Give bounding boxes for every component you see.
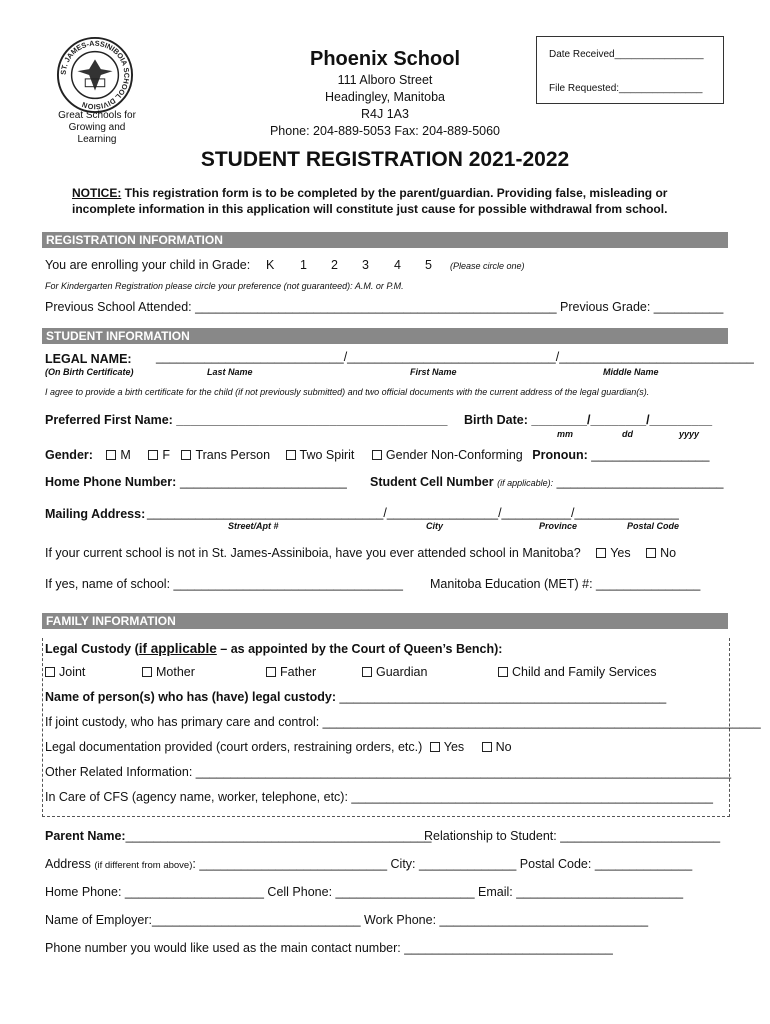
relationship-field[interactable]: Relationship to Student: _______________________: [424, 829, 721, 843]
mm-caption: mm: [557, 429, 574, 439]
yyyy-caption: yyyy: [679, 429, 700, 439]
employer-field[interactable]: Name of Employer:______________________________ Work Phone: ______________________________: [45, 913, 649, 927]
custody-label-part: Legal Custody (: [45, 642, 139, 656]
previous-school-field[interactable]: Previous School Attended: ____________________________________________________: [45, 300, 557, 314]
joint-custody-field[interactable]: If joint custody, who has primary care and control: _______________________________________________________________: [45, 715, 761, 729]
city-caption: City: [426, 521, 444, 531]
gender-option-f[interactable]: [148, 448, 170, 462]
street-caption: Street/Apt #: [228, 521, 279, 531]
mailing-address-field[interactable]: __________________________________/________________/__________/_______________: [147, 506, 679, 520]
met-number-field[interactable]: Manitoba Education (MET) #: _______________: [430, 577, 701, 591]
pronoun-field[interactable]: _________________: [591, 448, 710, 462]
postal-code-caption: Postal Code: [627, 521, 680, 531]
school-header: [230, 46, 540, 140]
main-contact-field[interactable]: Phone number you would like used as the main contact number: ______________________________: [45, 941, 613, 955]
school-tagline: Great Schools for Growing and Learning: [58, 110, 136, 145]
school-division-logo: [56, 36, 134, 114]
birth-cert-agreement: I agree to provide a birth certificate for the child (if not previously submitted) and two official documents with the current address of the legal guardian(s).: [45, 387, 650, 397]
legal-name-label: LEGAL NAME:: [45, 352, 132, 366]
notice: [72, 185, 712, 217]
home-phone-field[interactable]: ________________________: [180, 475, 347, 489]
address-line-2: Headingley, Manitoba: [325, 90, 445, 104]
grade-option-1[interactable]: 1: [300, 258, 307, 272]
dd-caption: dd: [622, 429, 633, 439]
gender-option-non-conforming[interactable]: [372, 448, 523, 462]
custody-cfs-option[interactable]: [498, 665, 657, 679]
birth-date-field[interactable]: Birth Date: ________/________/_________: [464, 413, 713, 427]
parent-name-row: [45, 829, 431, 843]
grade-option-4[interactable]: 4: [394, 258, 401, 272]
grade-prompt: You are enrolling your child in Grade:: [45, 258, 251, 272]
checkbox[interactable]: [482, 742, 492, 752]
birth-cert-note: (On Birth Certificate): [45, 367, 134, 377]
option-label: Mother: [156, 665, 195, 679]
address-city-postal-field[interactable]: : ___________________________ City: ______________ Postal Code: ______________: [192, 857, 693, 871]
notice-text: This registration form is to be completed by the parent/guardian. Providing false, misleading or incomplete information in this application will constitute just cause for possible withdrawal from school.: [72, 186, 668, 216]
checkbox[interactable]: [181, 450, 191, 460]
notice-label: NOTICE:: [72, 186, 122, 200]
option-label: Gender Non-Conforming: [385, 448, 523, 462]
svg-text:ST. JAMES-ASSINIBOIA SCHOOL DI: ST. JAMES-ASSINIBOIA SCHOOL DIVISION: [58, 38, 132, 112]
option-label: No: [660, 546, 677, 560]
option-label: Two Spirit: [299, 448, 355, 462]
kindergarten-note: For Kindergarten Registration please circle your preference (not guaranteed): A.M. or P.M.: [45, 281, 404, 291]
gender-row: [45, 448, 709, 462]
family-header: FAMILY INFORMATION: [42, 613, 728, 629]
attended-question: If your current school is not in St. James-Assiniboia, have you ever attended school in Manitoba?: [45, 546, 581, 560]
checkbox[interactable]: [286, 450, 296, 460]
legal-docs-yes-option[interactable]: [430, 740, 464, 754]
previous-mb-school-field[interactable]: If yes, name of school: _________________________________: [45, 577, 403, 591]
legal-name-field[interactable]: ___________________________/______________________________/____________________________: [156, 350, 754, 364]
checkbox[interactable]: [106, 450, 116, 460]
option-label: Trans Person: [195, 448, 271, 462]
checkbox[interactable]: [45, 667, 55, 677]
custody-if-applicable: if applicable: [138, 641, 217, 656]
option-label: Guardian: [376, 665, 428, 679]
option-label: Yes: [443, 740, 465, 754]
province-caption: Province: [539, 521, 578, 531]
checkbox[interactable]: [430, 742, 440, 752]
office-use-box: [536, 36, 724, 104]
other-info-field[interactable]: Other Related Information: _____________________________________________________________________________: [45, 765, 732, 779]
legal-docs-label: Legal documentation provided (court orders, restraining orders, etc.): [45, 740, 423, 754]
grade-option-2[interactable]: 2: [331, 258, 338, 272]
address-line-3: R4J 1A3: [361, 107, 409, 121]
parent-name-label: Parent Name:: [45, 829, 126, 843]
option-label: Child and Family Services: [512, 665, 657, 679]
checkbox[interactable]: [266, 667, 276, 677]
phone-fax-line: Phone: 204-889-5053 Fax: 204-889-5060: [269, 124, 501, 138]
checkbox[interactable]: [596, 548, 606, 558]
grade-option-5[interactable]: 5: [425, 258, 432, 272]
attended-yes-option[interactable]: [596, 546, 630, 560]
address-label: Address: [45, 857, 95, 871]
custody-joint-option[interactable]: [45, 665, 85, 679]
middle-name-caption: Middle Name: [603, 367, 659, 377]
gender-option-two-spirit[interactable]: [286, 448, 355, 462]
date-received-field[interactable]: Date Received________________: [549, 49, 704, 60]
gender-option-trans[interactable]: [181, 448, 270, 462]
address-hint: (if different from above): [94, 860, 193, 871]
preferred-name-field[interactable]: Preferred First Name: _______________________________________: [45, 413, 448, 427]
legal-docs-row: [45, 740, 512, 754]
option-label: Joint: [59, 665, 86, 679]
registration-header: REGISTRATION INFORMATION: [42, 232, 728, 248]
custody-person-label: Name of person(s) who has (have) legal custody:: [45, 690, 337, 704]
option-label: No: [495, 740, 512, 754]
form-title: STUDENT REGISTRATION 2021-2022: [200, 148, 570, 171]
gender-label: Gender:: [45, 448, 93, 462]
parent-name-field[interactable]: ____________________________________________: [125, 829, 432, 843]
previous-grade-field[interactable]: Previous Grade: __________: [560, 300, 724, 314]
legal-custody-label: [45, 641, 502, 656]
grade-hint: (Please circle one): [450, 261, 525, 271]
custody-person-field[interactable]: _______________________________________________: [339, 690, 667, 704]
student-cell-hint: (if applicable):: [497, 478, 554, 488]
parent-phones-email-field[interactable]: Home Phone: ____________________ Cell Phone: ____________________ Email: ________________________: [45, 885, 684, 899]
student-cell-label: Student Cell Number: [370, 475, 494, 489]
custody-person-row: [45, 690, 666, 704]
home-phone-label: Home Phone Number:: [45, 475, 177, 489]
option-label: F: [162, 448, 170, 462]
attended-no-option[interactable]: [646, 546, 676, 560]
first-name-caption: First Name: [410, 367, 457, 377]
student-header: STUDENT INFORMATION: [42, 328, 728, 344]
checkbox[interactable]: [148, 450, 158, 460]
grade-option-k[interactable]: K: [266, 258, 275, 272]
legal-docs-no-option[interactable]: [482, 740, 512, 754]
option-label: M: [120, 448, 131, 462]
option-label: Yes: [610, 546, 631, 560]
checkbox[interactable]: [142, 667, 152, 677]
custody-mother-option[interactable]: [142, 665, 195, 679]
checkbox[interactable]: [646, 548, 656, 558]
custody-father-option[interactable]: [266, 665, 316, 679]
student-cell-row: [370, 475, 723, 489]
pronoun-label: Pronoun:: [532, 448, 588, 462]
checkbox[interactable]: [372, 450, 382, 460]
address-line-1: 111 Alboro Street: [337, 73, 433, 87]
custody-guardian-option[interactable]: [362, 665, 427, 679]
option-label: Father: [280, 665, 317, 679]
custody-label-part: – as appointed by the Court of Queen’s Bench):: [216, 642, 503, 656]
mailing-address-label: Mailing Address:: [45, 507, 146, 521]
checkbox[interactable]: [362, 667, 372, 677]
parent-address-row: [45, 857, 692, 871]
student-cell-field[interactable]: ________________________: [556, 475, 724, 489]
last-name-caption: Last Name: [207, 367, 253, 377]
checkbox[interactable]: [498, 667, 508, 677]
file-requested-field[interactable]: File Requested:_______________: [549, 83, 703, 94]
grade-option-3[interactable]: 3: [362, 258, 369, 272]
attended-manitoba-row: [45, 546, 676, 560]
gender-option-m[interactable]: [106, 448, 130, 462]
school-name: Phoenix School: [309, 48, 461, 70]
cfs-field[interactable]: In Care of CFS (agency name, worker, telephone, etc): ____________________________________________________: [45, 790, 713, 804]
